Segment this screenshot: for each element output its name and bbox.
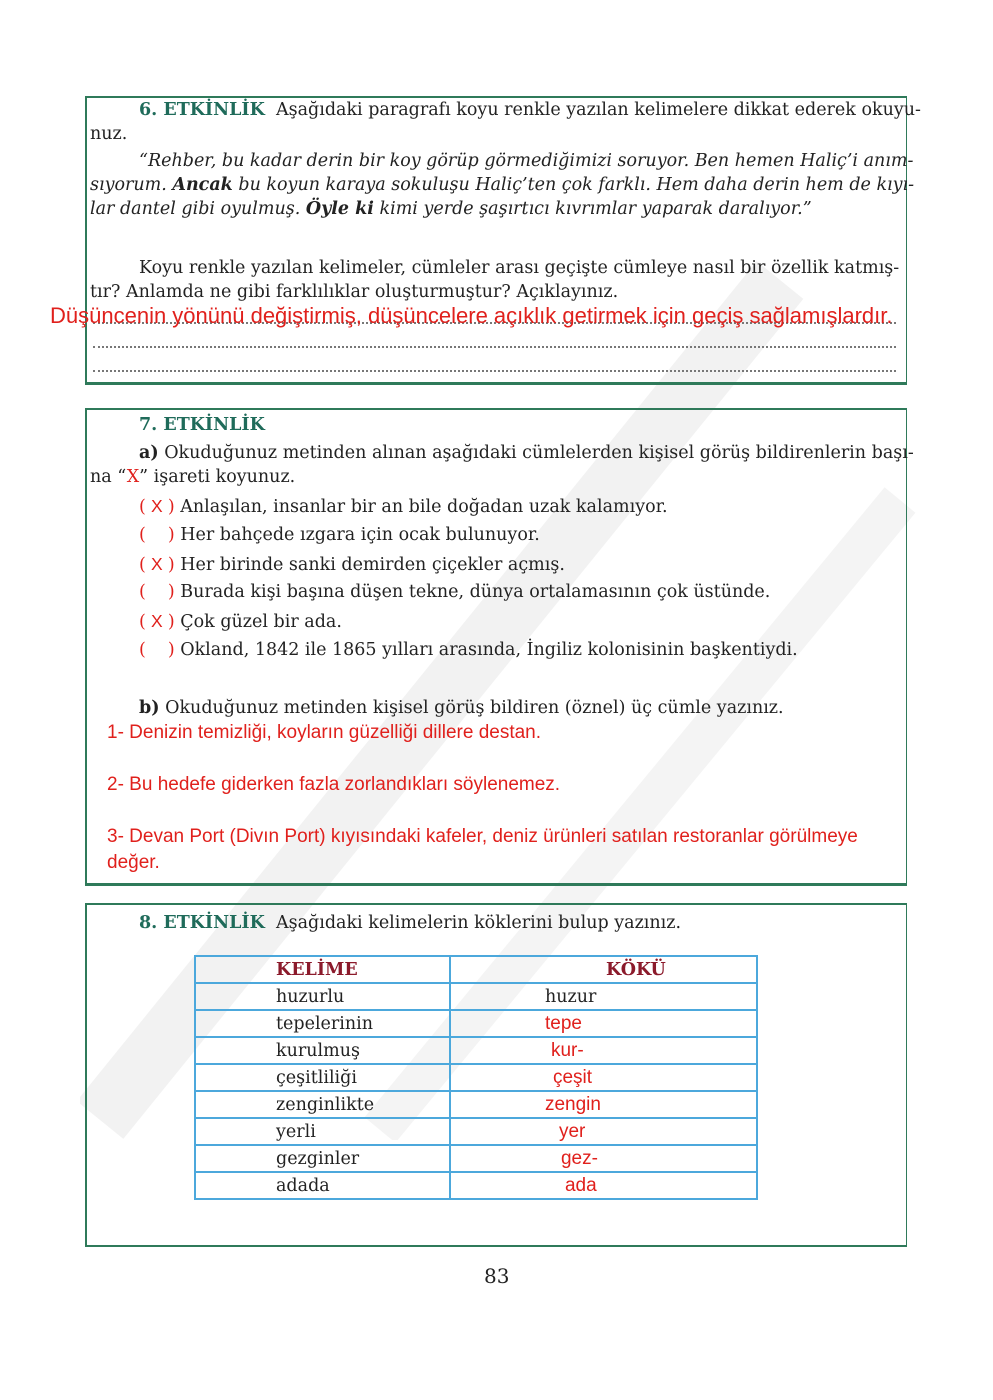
statement-item-2: ( ) Her bahçede ızgara için ocak bulunuyor. [139, 525, 540, 545]
activity-6-instruction: 6. ETKİNLİK Aşağıdaki paragrafı koyu renkle yazılan kelimelere dikkat ederek okuyu- [139, 100, 921, 120]
column-header-root: KÖKÜ [450, 956, 757, 983]
column-header-word: KELİME [195, 956, 450, 983]
table-row: kurulmuş kur- [195, 1037, 757, 1064]
table-row: çeşitliliği çeşit [195, 1064, 757, 1091]
statement-item-6: ( ) Okland, 1842 ile 1865 yılları arasında, İngiliz kolonisinin başkentiydi. [139, 640, 798, 660]
answer-b-3-line-2: değer. [107, 852, 160, 873]
quote-line-1: “Rehber, bu kadar derin bir koy görüp görmediğimizi soruyor. Ben hemen Haliç’i anım- [139, 151, 914, 171]
quote-line-2: sıyorum. Ancak bu koyun karaya sokuluşu Haliç’ten çok farklı. Hem daha derin hem de kıyı- [90, 175, 915, 195]
word-root-table [194, 955, 758, 1200]
activity-8-instruction: 8. ETKİNLİK Aşağıdaki kelimelerin köklerini bulup yazınız. [139, 913, 682, 933]
checkbox-mark[interactable]: X [150, 554, 163, 574]
table-row: gezginler gez- [195, 1145, 757, 1172]
quote-line-3: lar dantel gibi oyulmuş. Öyle ki kimi yerde şaşırtıcı kıvrımlar yaparak daralıyor.” [90, 199, 812, 219]
answer-b-3-line-1: 3- Devan Port (Divın Port) kıyısındaki kafeler, deniz ürünleri satılan restoranlar görülmeye [107, 826, 858, 847]
activity-8-title: 8. ETKİNLİK [139, 913, 265, 933]
activity-6-handwritten-answer: Düşüncenin yönünü değiştirmiş, düşüncelere açıklık getirmek için geçiş sağlamışlardır. [50, 303, 893, 328]
table-header-row [195, 956, 757, 983]
activity-7-a-line-1: a) Okuduğunuz metinden alınan aşağıdaki cümlelerden kişisel görüş bildirenlerin başı- [139, 443, 914, 463]
table-row: adada ada [195, 1172, 757, 1199]
answer-dotted-line-2 [93, 346, 896, 348]
bold-word-ancak: Ancak [172, 175, 233, 195]
table-row: yerli yer [195, 1118, 757, 1145]
table-row: tepelerinin tepe [195, 1010, 757, 1037]
answer-b-2: 2- Bu hedefe giderken fazla zorlandıkları söylenemez. [107, 774, 561, 795]
bold-word-oyle-ki: Öyle ki [305, 199, 374, 219]
answer-dotted-line-3 [93, 370, 896, 372]
activity-7-title: 7. ETKİNLİK [139, 415, 265, 435]
table-row: huzurlu huzur [195, 983, 757, 1010]
statement-item-4: ( ) Burada kişi başına düşen tekne, dünya ortalamasının çok üstünde. [139, 582, 771, 602]
checkbox-mark[interactable]: X [150, 496, 163, 516]
activity-7-a-line-2: na “X” işareti koyunuz. [90, 467, 296, 487]
page-number: 83 [484, 1264, 510, 1288]
statement-item-1: ( X ) Anlaşılan, insanlar bir an bile doğadan uzak kalamıyor. [139, 496, 668, 517]
statement-item-5: ( X ) Çok güzel bir ada. [139, 611, 342, 632]
activity-7-b-instruction: b) Okuduğunuz metinden kişisel görüş bildiren (öznel) üç cümle yazınız. [139, 698, 784, 718]
statement-item-3: ( X ) Her birinde sanki demirden çiçekler açmış. [139, 554, 565, 575]
table-row: zenginlikte zengin [195, 1091, 757, 1118]
answer-b-1: 1- Denizin temizliği, koyların güzelliği dillere destan. [107, 722, 542, 743]
activity-6-question-line-2: tır? Anlamda ne gibi farklılıklar oluşturmuştur? Açıklayınız. [90, 282, 619, 302]
activity-6-question-line-1: Koyu renkle yazılan kelimeler, cümleler arası geçişte cümleye nasıl bir özellik katmış- [139, 258, 900, 278]
activity-6-title: 6. ETKİNLİK [139, 100, 265, 120]
activity-6-instruction-cont: nuz. [90, 124, 128, 144]
checkbox-mark[interactable]: X [150, 611, 163, 631]
activity-6-box [85, 96, 907, 385]
